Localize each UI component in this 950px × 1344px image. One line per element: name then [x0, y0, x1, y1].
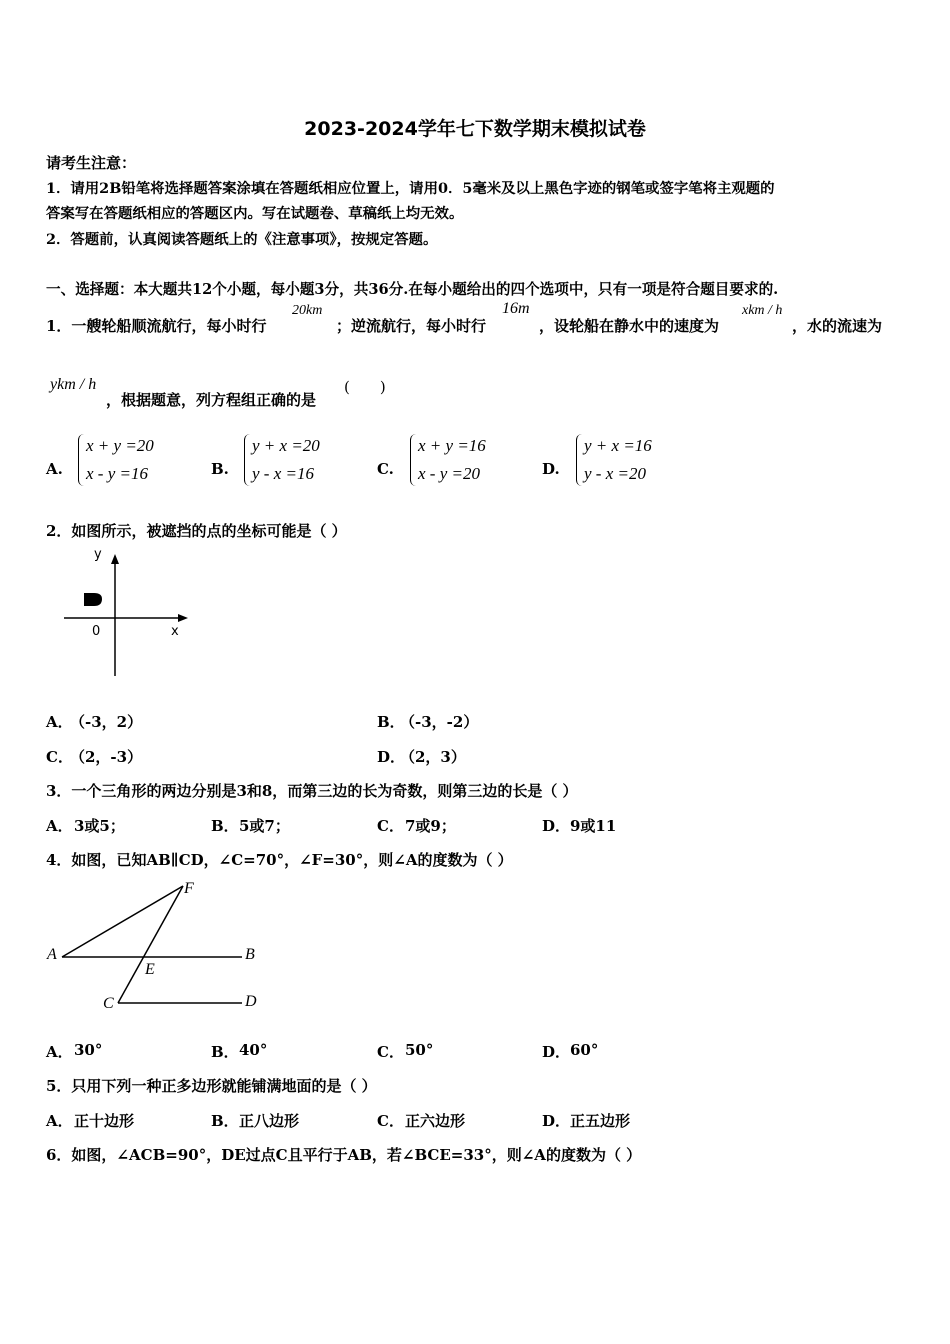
q2-text: 2．如图所示，被遮挡的点的坐标可能是（ ）: [46, 522, 347, 540]
notice-line1a: 1．请用2B铅笔将选择题答案涂填在答题纸相应位置上，请用0．5毫米及以上黑色字迹的钢笔或签字笔将主观题的: [46, 180, 775, 197]
line-af: [62, 886, 183, 957]
q4-option-b-label: B．: [211, 1043, 239, 1061]
q1-part5: ，根据题意，列方程组正确的是: [106, 391, 317, 409]
q2-y-label: y: [94, 547, 102, 562]
q1-option-b-label: B.: [211, 460, 229, 478]
q2-option-a-label: A．: [46, 713, 73, 731]
q4-option-c-value: 50°: [405, 1041, 434, 1059]
y-axis-arrow-icon: [111, 554, 119, 564]
q1-math-16m: 16m: [502, 300, 530, 317]
q4-text: 4．如图，已知AB∥CD，∠C=70°，∠F=30°，则∠A的度数为（ ）: [46, 851, 513, 869]
q4-label-d: D: [245, 993, 257, 1010]
q1-paren: ( ): [344, 378, 386, 396]
q1-math-20km: 20km: [292, 303, 323, 318]
q4-option-d-value: 60°: [570, 1041, 599, 1059]
q1-option-a-label: A.: [46, 460, 63, 478]
q6-text: 6．如图，∠ACB=90°，DE过点C且平行于AB，若∠BCE=33°，则∠A的度数为（ ）: [46, 1146, 642, 1164]
q1-math-xkmh: xkm / h: [742, 303, 783, 318]
ink-blot-icon: [84, 593, 102, 606]
q5-option-c-label: C．: [377, 1112, 404, 1130]
q1-option-a-system: x + y =20 x - y =16: [78, 432, 188, 488]
q1-option-d-label: D.: [542, 460, 560, 478]
q2-option-d-label: D．: [377, 748, 406, 766]
q2-option-c-value: （2，-3）: [70, 748, 143, 766]
q5-option-d-label: D．: [542, 1112, 571, 1130]
q4-label-c: C: [103, 995, 114, 1012]
page-title: 2023-2024学年七下数学期末模拟试卷: [304, 118, 646, 140]
section-heading: 一、选择题：本大题共12个小题，每小题3分，共36分.在每小题给出的四个选项中，只有一项是符合题目要求的.: [46, 281, 779, 298]
q4-option-a-label: A．: [46, 1043, 73, 1061]
q3-option-c-label: C．: [377, 817, 404, 835]
q4-option-b-value: 40°: [239, 1041, 268, 1059]
q5-option-a-label: A．: [46, 1112, 73, 1130]
q3-option-a-label: A．: [46, 817, 73, 835]
q1-part1: 1．一艘轮船顺流航行，每小时行: [46, 317, 267, 335]
q3-option-b-label: B．: [211, 817, 239, 835]
q3-option-c-value: 7或9；: [405, 817, 456, 835]
q1-option-b-system: y + x =20 y - x =16: [244, 432, 354, 488]
q1-part2: ；逆流航行，每小时行: [336, 317, 487, 335]
notice-heading: 请考生注意：: [46, 154, 137, 172]
q1-option-c-system: x + y =16 x - y =20: [410, 432, 520, 488]
q5-option-b-label: B．: [211, 1112, 239, 1130]
line-fc: [118, 886, 183, 1003]
q4-figure: [40, 878, 280, 1018]
x-axis-arrow-icon: [178, 614, 188, 622]
q2-option-c-label: C．: [46, 748, 73, 766]
q5-option-c-value: 正六边形: [405, 1112, 466, 1130]
q3-option-d-label: D．: [542, 817, 571, 835]
q1-part4: ，水的流速为: [792, 317, 883, 335]
q2-figure: [60, 548, 200, 683]
q3-option-b-value: 5或7；: [239, 817, 290, 835]
q2-option-b-value: （-3，-2）: [400, 713, 479, 731]
q2-x-label: x: [171, 624, 179, 639]
q4-option-a-value: 30°: [74, 1041, 103, 1059]
q3-option-d-value: 9或11: [570, 817, 617, 835]
notice-line1b: 答案写在答题纸相应的答题区内。写在试题卷、草稿纸上均无效。: [46, 205, 464, 222]
notice-line2: 2．答题前，认真阅读答题纸上的《注意事项》，按规定答题。: [46, 231, 438, 248]
q5-option-a-value: 正十边形: [74, 1112, 135, 1130]
q3-option-a-value: 3或5；: [74, 817, 125, 835]
q5-text: 5．只用下列一种正多边形就能铺满地面的是（ ）: [46, 1077, 377, 1095]
q4-option-d-label: D．: [542, 1043, 571, 1061]
q2-origin-label: 0: [92, 624, 101, 639]
q2-option-a-value: （-3，2）: [70, 713, 143, 731]
q1-part3: ，设轮船在静水中的速度为: [539, 317, 720, 335]
q1-math-ykmh: ykm / h: [50, 376, 97, 393]
q1-option-d-system: y + x =16 y - x =20: [576, 432, 686, 488]
q2-option-b-label: B．: [377, 713, 405, 731]
q4-option-c-label: C．: [377, 1043, 404, 1061]
q4-label-e: E: [145, 961, 155, 978]
q4-label-a: A: [47, 946, 57, 963]
q5-option-b-value: 正八边形: [239, 1112, 300, 1130]
q3-text: 3．一个三角形的两边分别是3和8，而第三边的长为奇数，则第三边的长是（ ）: [46, 782, 578, 800]
q4-label-b: B: [245, 946, 255, 963]
q4-label-f: F: [184, 880, 194, 897]
q5-option-d-value: 正五边形: [570, 1112, 631, 1130]
q1-option-c-label: C.: [377, 460, 394, 478]
q2-option-d-value: （2，3）: [400, 748, 466, 766]
